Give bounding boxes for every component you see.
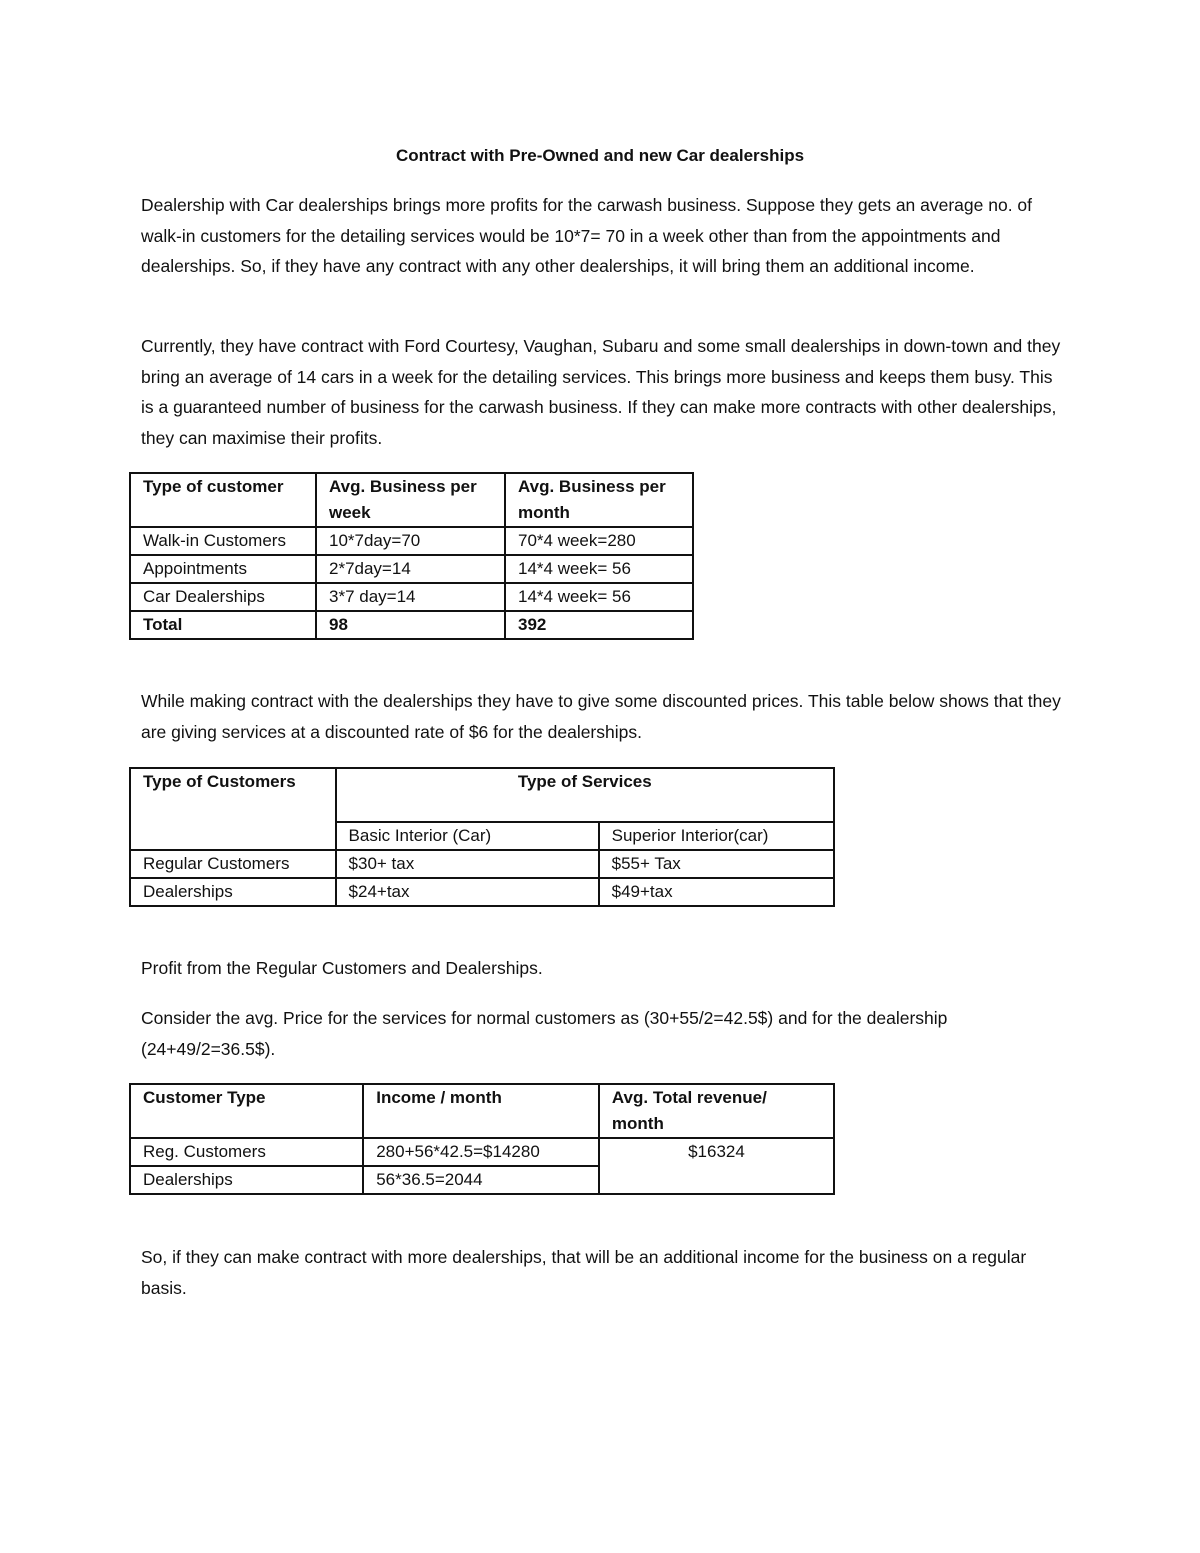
revenue-table xyxy=(129,1083,835,1195)
paragraph-conclusion: So, if they can make contract with more dealerships, that will be an additional income for the business on a regular basis. xyxy=(141,1247,1027,1298)
table-cell: 280+56*42.5=$14280 xyxy=(363,1138,599,1166)
business-volume-table xyxy=(129,472,694,640)
table-cell: 14*4 week= 56 xyxy=(505,555,693,583)
table-cell: $30+ tax xyxy=(336,850,599,878)
total-month: 392 xyxy=(505,611,693,639)
table-row xyxy=(130,878,834,906)
header-customer-type: Customer Type xyxy=(130,1084,363,1138)
table-cell: 10*7day=70 xyxy=(316,527,505,555)
paragraph-discount: While making contract with the dealerships they have to give some discounted prices. This table below shows that they are giving services at a discounted rate of $6 for the dealerships. xyxy=(141,691,1061,742)
total-label: Total xyxy=(130,611,316,639)
paragraph-intro: Dealership with Car dealerships brings more profits for the carwash business. Suppose they gets an average no. of walk-in customers for the detailing services would be 10*7= 70 in a week other than from the appointments and dealerships. So, if they have any contract with any other dealerships, it will bring them an additional income. xyxy=(141,195,1033,276)
table-header-row xyxy=(130,1084,834,1138)
table-cell: Car Dealerships xyxy=(130,583,316,611)
table-header-row xyxy=(130,768,834,822)
table-cell: Dealerships xyxy=(130,878,336,906)
subheader-basic-interior: Basic Interior (Car) xyxy=(336,822,599,850)
table-cell: 14*4 week= 56 xyxy=(505,583,693,611)
table-cell: Dealerships xyxy=(130,1166,363,1194)
table-total-row xyxy=(130,611,693,639)
total-revenue-cell: $16324 xyxy=(599,1138,834,1194)
table-cell: 56*36.5=2044 xyxy=(363,1166,599,1194)
table-cell: Regular Customers xyxy=(130,850,336,878)
table-row xyxy=(130,1138,834,1166)
header-type-of-services: Type of Services xyxy=(336,768,834,822)
table-cell: $55+ Tax xyxy=(599,850,834,878)
table-cell: Walk-in Customers xyxy=(130,527,316,555)
table-header-row xyxy=(130,473,693,527)
table-cell: $49+tax xyxy=(599,878,834,906)
header-type-of-customers: Type of Customers xyxy=(130,768,336,850)
table-cell: Appointments xyxy=(130,555,316,583)
table-cell: $24+tax xyxy=(336,878,599,906)
paragraph-profit-heading: Profit from the Regular Customers and Dealerships. xyxy=(141,958,543,978)
paragraph-avg-price: Consider the avg. Price for the services for normal customers as (30+55/2=42.5$) and for the dealership (24+49/2=36.5$). xyxy=(141,1008,948,1059)
table-cell: 2*7day=14 xyxy=(316,555,505,583)
header-avg-total-revenue: Avg. Total revenue/ month xyxy=(599,1084,834,1138)
table-row xyxy=(130,583,693,611)
subheader-superior-interior: Superior Interior(car) xyxy=(599,822,834,850)
table-cell: Reg. Customers xyxy=(130,1138,363,1166)
table-cell: 3*7 day=14 xyxy=(316,583,505,611)
table-row xyxy=(130,527,693,555)
header-avg-business-week: Avg. Business per week xyxy=(316,473,505,527)
table-row xyxy=(130,850,834,878)
header-avg-business-month: Avg. Business per month xyxy=(505,473,693,527)
service-pricing-table xyxy=(129,767,835,907)
total-week: 98 xyxy=(316,611,505,639)
table-cell: 70*4 week=280 xyxy=(505,527,693,555)
header-type-of-customer: Type of customer xyxy=(130,473,316,527)
header-income-month: Income / month xyxy=(363,1084,599,1138)
document-title: Contract with Pre-Owned and new Car dealerships xyxy=(395,146,805,165)
paragraph-current-contracts: Currently, they have contract with Ford Courtesy, Vaughan, Subaru and some small dealerships in down-town and they bring an average of 14 cars in a week for the detailing services. This brings more business and keeps them busy. This is a guaranteed number of business for the carwash business. If they can make more contracts with other dealerships, they can maximise their profits. xyxy=(141,336,1061,448)
table-row xyxy=(130,555,693,583)
